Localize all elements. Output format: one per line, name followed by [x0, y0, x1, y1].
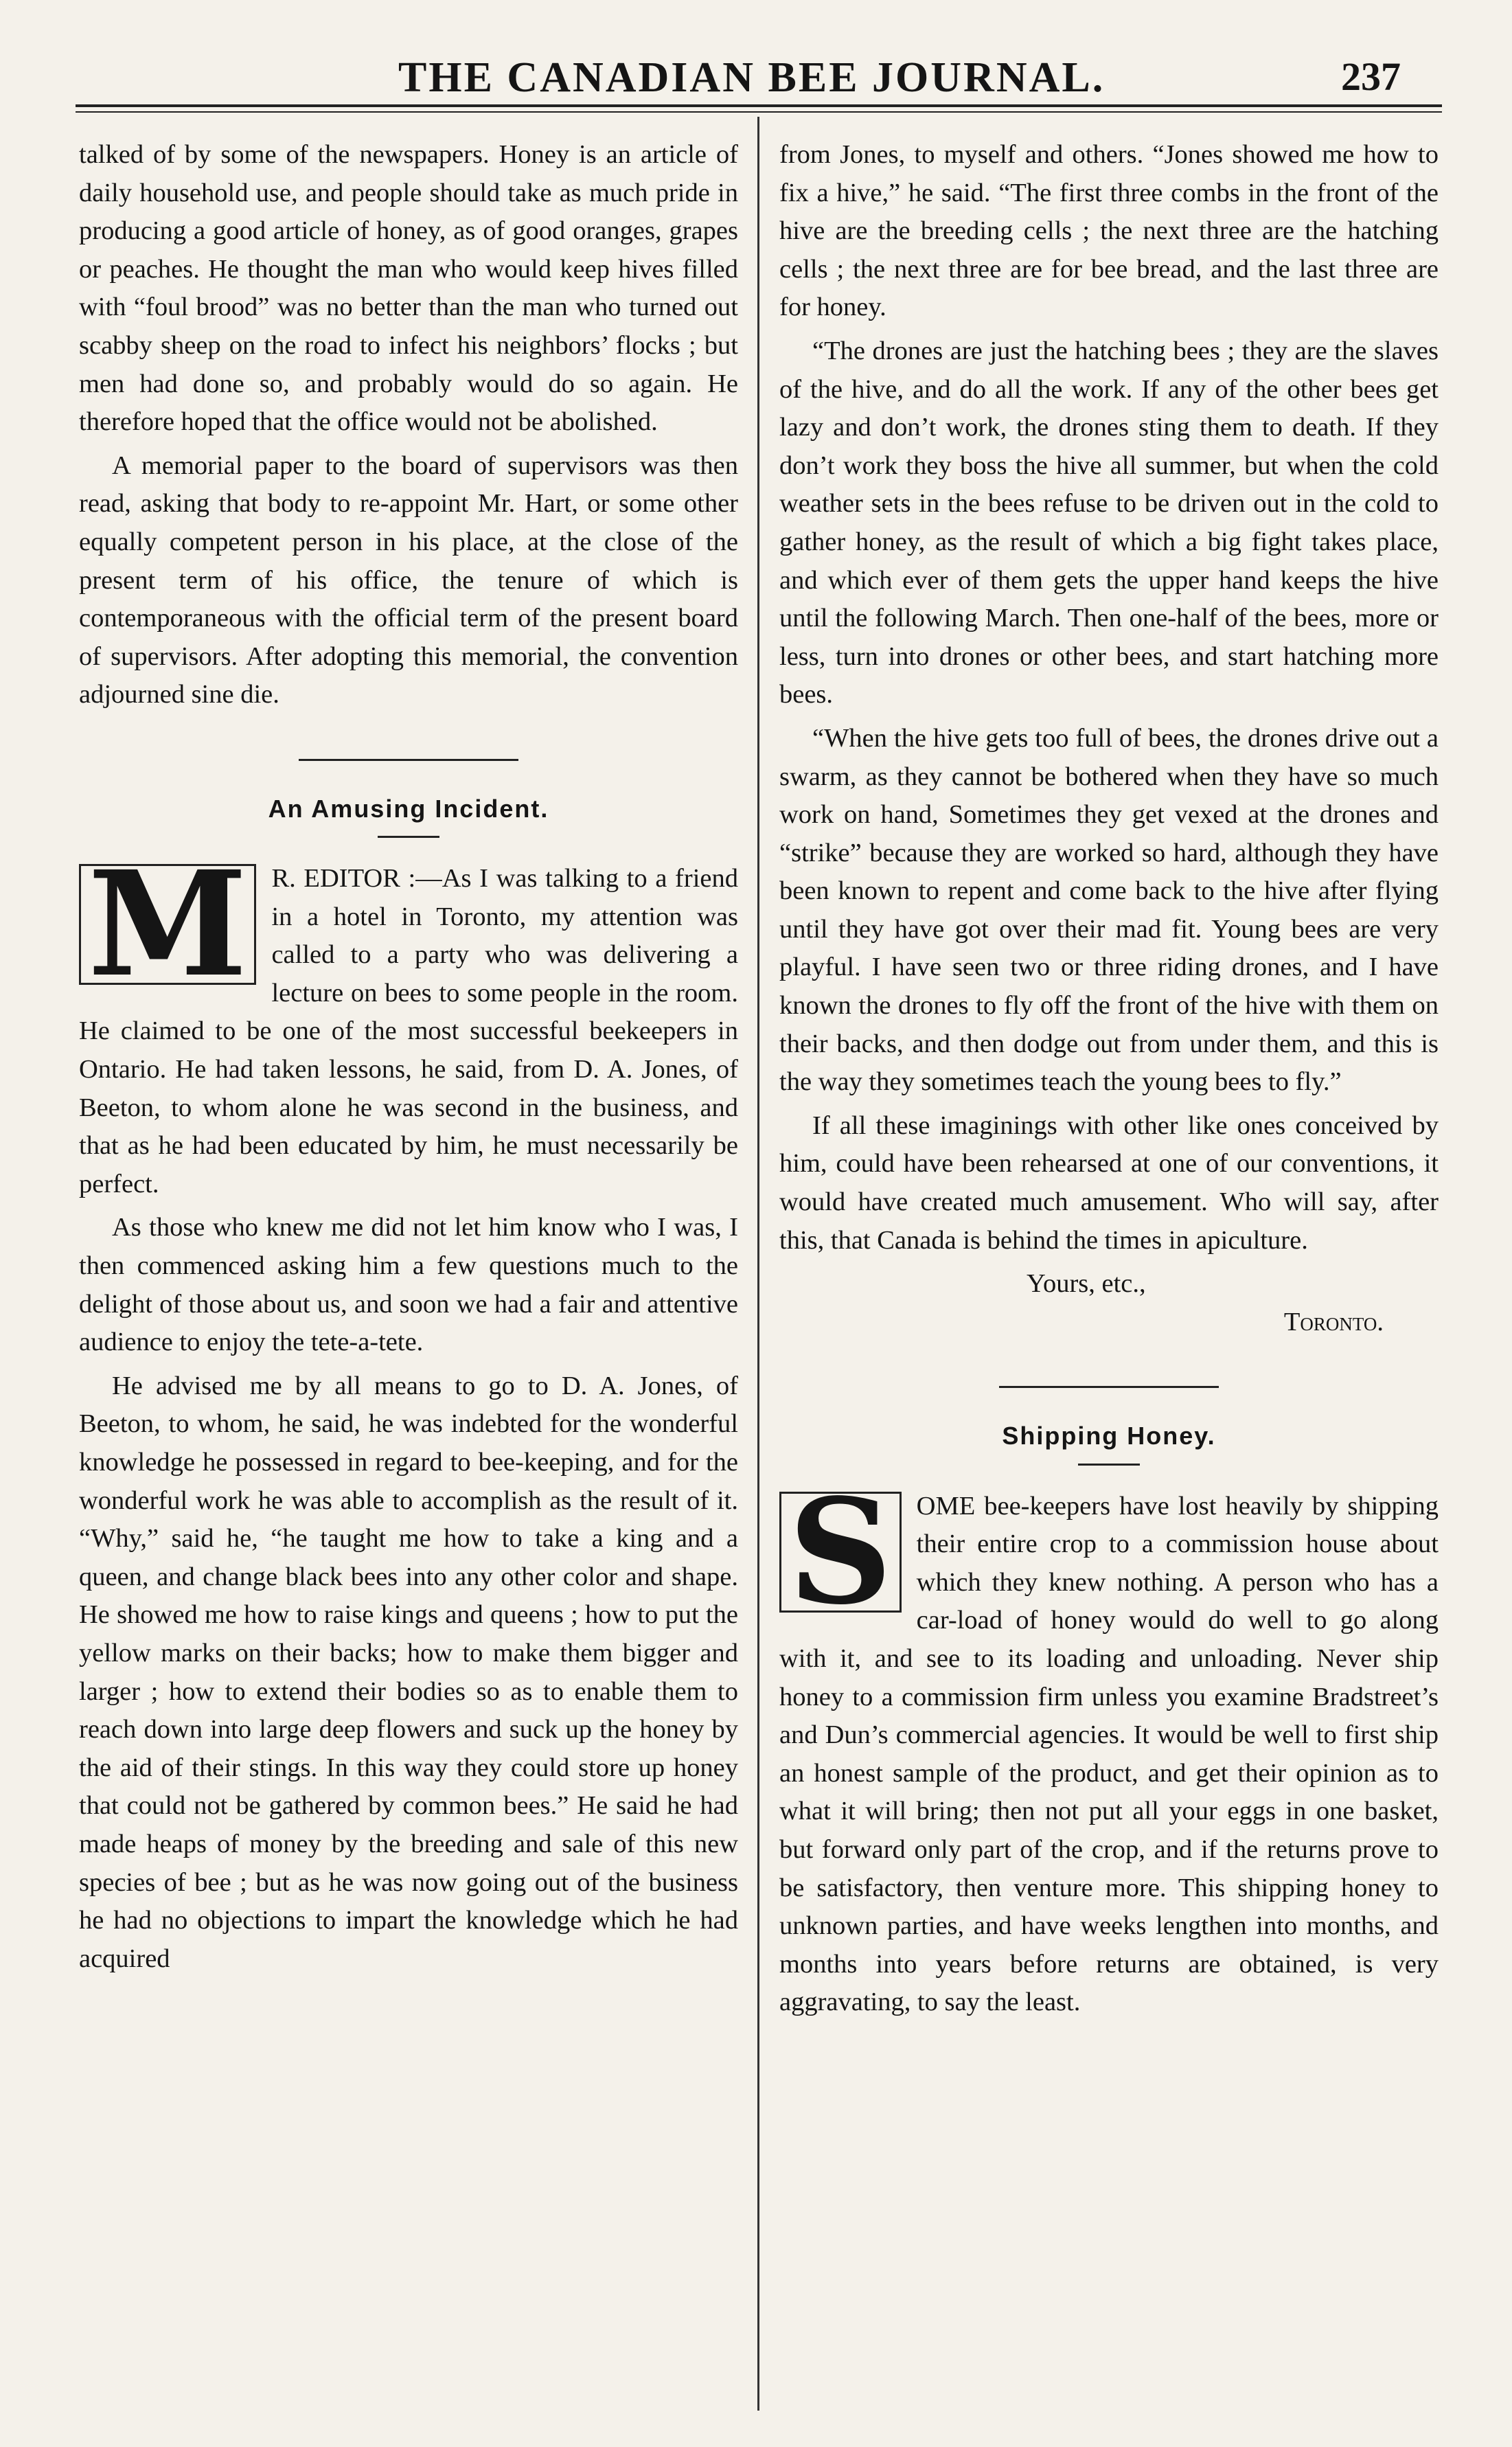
- right-paragraph-5-text: OME bee-keepers have lost heavily by shipping their entire crop to a commission house about which they knew nothing. A person who has a car-load of honey would do well to go along with it, and see to its loading and unloading. Never ship honey to a commission firm unless you examine Bradstreet’s and Dun’s commercial agencies. It would be well to first ship an honest sample of the product, and get their opinion as to what it will bring; then not put all your eggs in one basket, but forward only part of the crop, and if the returns prove to be satisfactory, then venture more. This shipping honey to unknown parties, and have weeks lengthen into months, and months into years before returns are obtained, is very aggravating, to say the least.: [779, 1491, 1439, 2017]
- section-ornament: [79, 739, 738, 777]
- right-paragraph-5: [779, 1466, 1439, 2022]
- left-paragraph-3: [79, 839, 738, 1203]
- left-paragraph-4: As those who knew me did not let him know who I was, I then commenced asking him a few questions much to the delight of those about us, and soon we had a fair and attentive audience to enjoy the tete-a-tete.: [79, 1213, 738, 1357]
- right-paragraph-4: If all these imaginings with other like ones conceived by him, could have been rehearsed at one of our conventions, it would have created much amusement. Who will say, after this, that Canada is behind the times in apiculture.: [779, 1111, 1439, 1255]
- header-rule: [76, 104, 1442, 107]
- short-rule-2: [1078, 1464, 1140, 1466]
- right-paragraph-1: from Jones, to myself and others. “Jones showed me how to fix a hive,” he said. “The first three combs in the front of the hive are the breeding cells ; the next three are the hatching cells ; the next three are for bee bread, and the last three are for honey.: [779, 140, 1439, 322]
- left-paragraph-2: A memorial paper to the board of supervisors was then read, asking that body to re-appoint Mr. Hart, or some other equally competent person in his place, at the close of the present term of his office, the tenure of which is contemporaneous with the official term of the present board of supervisors. After adopting this memorial, the convention adjourned sine die.: [79, 451, 738, 709]
- short-rule: [378, 836, 439, 838]
- right-column: [779, 136, 1439, 2027]
- dropcap-s: S: [779, 1492, 902, 1613]
- section-title-shipping-honey: Shipping Honey.: [1002, 1422, 1216, 1450]
- left-paragraph-1: talked of by some of the newspapers. Honey is an article of daily household use, and people should take as much pride in producing a good article of honey, as of good oranges, grapes or peaches. He thought the man who would keep hives filled with “foul brood” was no better than the man who turned out scabby sheep on the road to infect his neighbors’ flocks ; but men had done so, and probably would do so again. He therefore hoped that the office would not be abolished.: [79, 140, 738, 437]
- running-title: THE CANADIAN BEE JOURNAL.: [398, 54, 1106, 101]
- header-rule-thin: [76, 111, 1442, 113]
- section-title-amusing-incident: An Amusing Incident.: [268, 794, 549, 823]
- right-paragraph-2: “The drones are just the hatching bees ; they are the slaves of the hive, and do all the work. If any of the other bees get lazy and don’t work, the drones sting them to death. If they don’t work they boss the hive all summer, but when the cold weather sets in the bees refuse to be driven out in the cold to gather honey, as the result of which a big fight takes place, and which ever of them gets the upper hand keeps the hive until the following March. Then one-half of the bees, more or less, turn into drones or other bees, and start hatching more bees.: [779, 336, 1439, 709]
- left-paragraph-3-text: R. EDITOR :—As I was talking to a friend in a hotel in Toronto, my attention was called to a party who was delivering a lecture on bees to some people in the room. He claimed to be one of the most successful beekeepers in Ontario. He had taken lessons, he said, from D. A. Jones, of Beeton, to whom alone he was second in the business, and that as he had been educated by him, he must necessarily be perfect.: [79, 864, 738, 1198]
- page-number: 237: [1341, 54, 1401, 99]
- column-divider: [757, 117, 759, 2411]
- dropcap-m: M: [79, 864, 256, 985]
- right-paragraph-3: “When the hive gets too full of bees, the drones drive out a swarm, as they cannot be bothered when they have so much work on hand, Sometimes they get vexed at the drones and “strike” because they are worked so hard, although they have been known to repent and come back to the hive after flying until they have got over their mad fit. Young bees are very playful. I have seen two or three riding drones, and I have known the drones to fly off the front of the hive with them on their backs, and then dodge out from under them, and this is the way they sometimes teach the young bees to fly.”: [779, 723, 1439, 1097]
- signature-yours: Yours, etc.,: [1027, 1269, 1146, 1299]
- left-paragraph-5: He advised me by all means to go to D. A. Jones, of Beeton, to whom, he said, he was indebted for the wonderful knowledge he possessed in regard to bee-keeping, and for the wonderful work he was able to accomplish as the result of it. “Why,” said he, “he taught me how to take a king and a queen, and change black bees into any other color and shape. He showed me how to raise kings and queens ; how to put the yellow marks on their backs; how to make them bigger and larger ; how to extend their bodies so as to enable them to reach down into large deep flowers and suck up the honey by the aid of their stings. In this way they could store up honey that could not be gathered by common bees.” He said he had made heaps of money by the breeding and sale of this new species of bee ; but as he was now going out of the business he had no objections to impart the knowledge which he had acquired: [79, 1371, 738, 1973]
- signature-place: Toronto.: [1283, 1307, 1384, 1336]
- left-column: [79, 136, 738, 1983]
- section-ornament-2: [779, 1366, 1439, 1404]
